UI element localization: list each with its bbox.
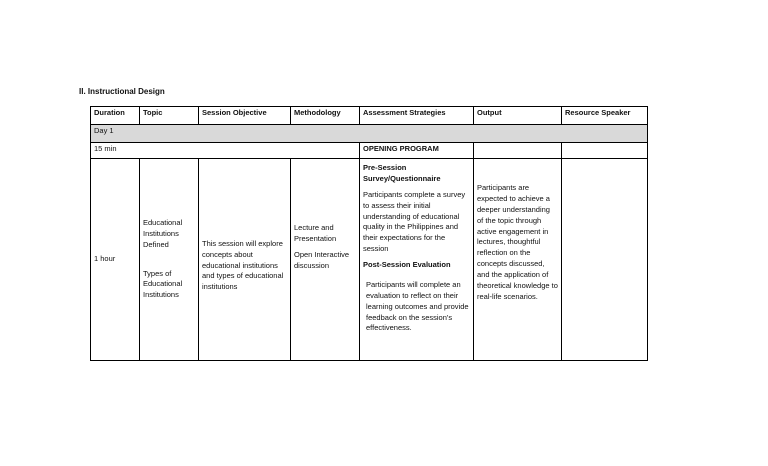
- method-2: Open Interactive discussion: [294, 250, 350, 270]
- method-1: Lecture and Presentation: [294, 223, 337, 244]
- post-session-title: Post-Session Evaluation: [363, 260, 451, 269]
- session-resource-speaker: [562, 159, 648, 361]
- instructional-design-table: [90, 106, 648, 361]
- opening-row: [91, 143, 648, 159]
- session-duration: 1 hour: [91, 159, 140, 361]
- opening-duration: 15 min: [91, 143, 360, 159]
- header-row: [91, 107, 648, 125]
- session-output: [474, 159, 562, 361]
- header-duration: Duration: [91, 107, 140, 125]
- day-label: Day 1: [91, 125, 648, 143]
- output-text: Participants are expected to achieve a deeper understanding of the topic through active engagement in lectures, thoughtful reflection on the concepts discussed, and the application of theoretical knowledge to real-life scenarios.: [477, 183, 558, 301]
- pre-session-title: Pre-Session Survey/Questionnaire: [363, 163, 441, 183]
- section-title: II. Instructional Design: [79, 87, 165, 96]
- header-methodology: Methodology: [291, 107, 360, 125]
- topic-2: Types of Educational Institutions: [143, 268, 183, 300]
- header-output: Output: [474, 107, 562, 125]
- opening-program: OPENING PROGRAM: [360, 143, 474, 159]
- opening-output-cell: [474, 143, 562, 159]
- session-row: [91, 159, 648, 361]
- session-assessment: [360, 159, 474, 361]
- objective-text: This session will explore concepts about educational institutions and types of educational institutions: [202, 238, 284, 292]
- header-resource-speaker: Resource Speaker: [562, 107, 648, 125]
- session-topic: [140, 159, 199, 361]
- session-objective: [199, 159, 291, 361]
- post-session-text: Participants will complete an evaluation to reflect on their learning outcomes and provide feedback on the session's effectiveness.: [366, 279, 469, 333]
- header-topic: Topic: [140, 107, 199, 125]
- header-assessment-strategies: Assessment Strategies: [360, 107, 474, 125]
- session-methodology: [291, 159, 360, 361]
- opening-speaker-cell: [562, 143, 648, 159]
- topic-1: Educational Institutions Defined: [143, 217, 183, 249]
- header-session-objective: Session Objective: [199, 107, 291, 125]
- day-row: [91, 125, 648, 143]
- pre-session-text: Participants complete a survey to assess their initial understanding of educational quality in the Philippines and their expectations for the session: [363, 189, 466, 254]
